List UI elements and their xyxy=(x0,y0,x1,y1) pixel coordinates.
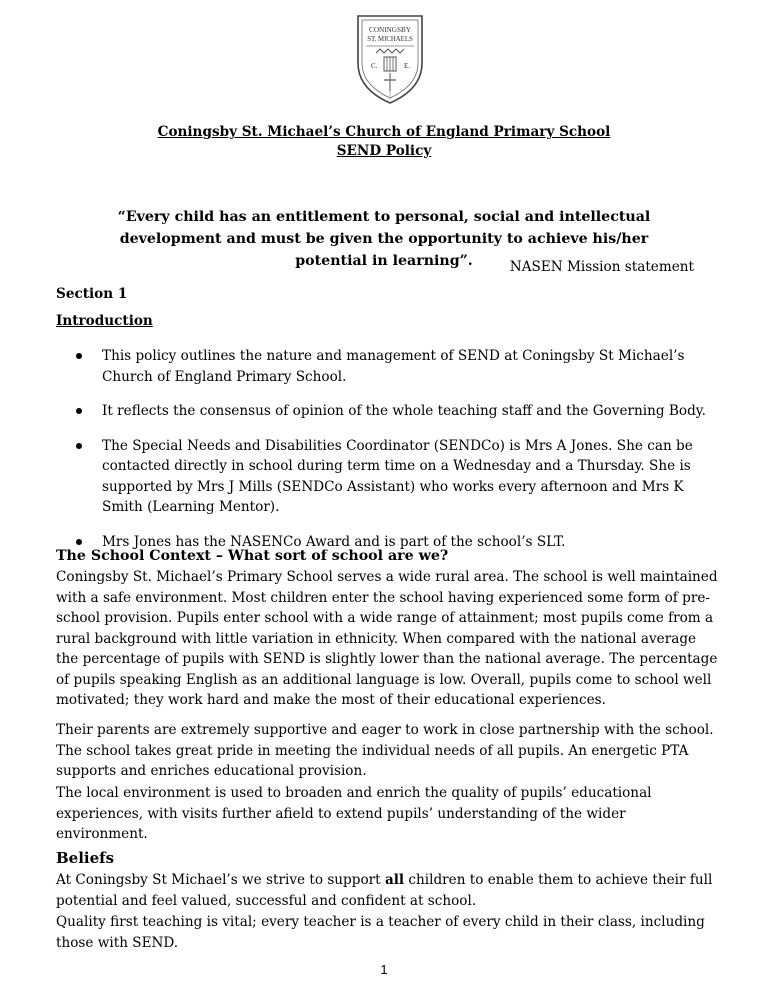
beliefs-paragraph-2: Quality first teaching is vital; every teacher is a teacher of every child in their class, including those with SEND. xyxy=(56,914,705,951)
section-heading: Section 1 xyxy=(56,286,128,302)
list-item xyxy=(56,401,716,422)
bullet-text: The Special Needs and Disabilities Coordinator (SENDCo) is Mrs A Jones. She can be contacted directly in school during term time on a Wednesday and a Thursday. She is supported by Mrs J Mills (SENDCo Assistant) who works every afternoon and Mrs K Smith (Learning Mentor). xyxy=(102,437,693,515)
bullet-text: It reflects the consensus of opinion of the whole teaching staff and the Governing Body. xyxy=(102,403,706,419)
quote-attribution: NASEN Mission statement xyxy=(509,259,694,275)
bullet-icon xyxy=(76,443,82,449)
school-context-paragraph-3: The local environment is used to broaden and enrich the quality of pupils’ educational experiences, with visits further afield to extend pupils’ understanding of the wider environment. xyxy=(56,785,652,842)
beliefs-heading: Beliefs xyxy=(56,849,115,867)
crest-line-1: CONINGSBY xyxy=(369,26,411,34)
school-context-paragraph-1: Coningsby St. Michael’s Primary School serves a wide rural area. The school is well maintained with a safe environment. Most children enter the school having experienced some form of pre-school provision. Pupils enter school with a wide range of attainment; most pupils come from a rural background with little variation in ethnicity. When compared with the national average the percentage of pupils with SEND is slightly lower than the national average. The percentage of pupils speaking English as an additional language is low. Overall, pupils come to school well motivated; they work hard and make the most of their educational experiences. xyxy=(56,569,718,708)
bullet-icon xyxy=(76,408,82,414)
beliefs-text-start: At Coningsby St Michael’s we strive to support xyxy=(56,872,385,888)
bullet-icon xyxy=(76,539,82,545)
school-context-heading: The School Context – What sort of school are we? xyxy=(56,548,449,564)
list-item xyxy=(56,346,716,387)
bullet-text: This policy outlines the nature and management of SEND at Coningsby St Michael’s Church of England Primary School. xyxy=(102,348,685,385)
crest-letter-left: C. xyxy=(371,62,378,70)
introduction-heading: Introduction xyxy=(56,313,153,329)
introduction-bullet-list xyxy=(56,346,716,566)
list-item xyxy=(56,436,716,518)
bullet-icon xyxy=(76,353,82,359)
school-context-paragraph-2: Their parents are extremely supportive and eager to work in close partnership with the school. The school takes great pride in meeting the individual needs of all pupils. An energetic PTA supports and enriches educational provision. xyxy=(56,722,714,779)
beliefs-emphasis: all xyxy=(384,872,405,888)
beliefs-text-end: children to enable them to achieve their full potential and feel valued, successful and confident at school. xyxy=(56,872,713,909)
mission-quote: “Every child has an entitlement to personal, social and intellectual development and must be given the opportunity to achieve his/her potential in learning”. xyxy=(117,209,651,269)
document-title: Coningsby St. Michael’s Church of England Primary School xyxy=(157,124,611,140)
school-crest-logo xyxy=(354,13,426,105)
crest-line-2: ST. MICHAELS xyxy=(367,36,413,43)
document-subtitle: SEND Policy xyxy=(336,143,432,159)
beliefs-paragraph-1 xyxy=(56,870,720,911)
crest-letter-right: E. xyxy=(404,62,411,70)
page-number: 1 xyxy=(380,962,388,977)
bullet-text: Mrs Jones has the NASENCo Award and is part of the school’s SLT. xyxy=(102,533,566,550)
